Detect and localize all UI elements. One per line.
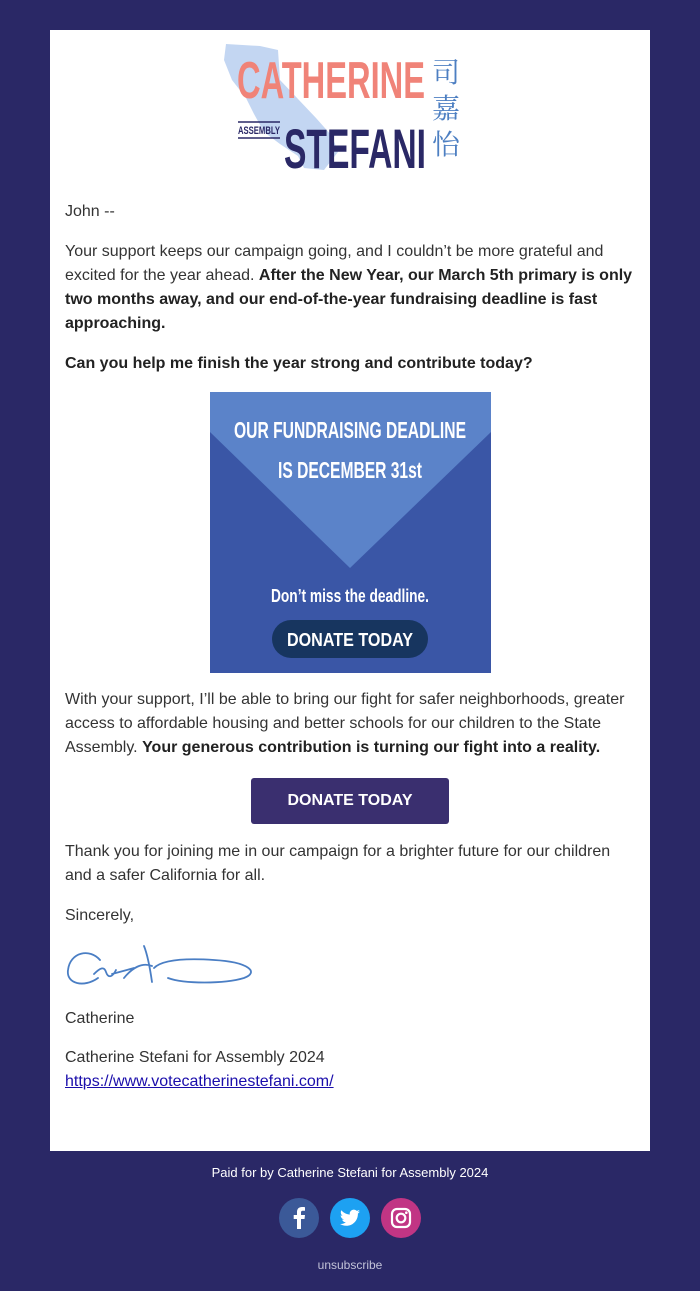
instagram-icon[interactable]: [381, 1198, 421, 1238]
unsubscribe-link[interactable]: unsubscribe: [317, 1258, 383, 1272]
website-link[interactable]: https://www.votecatherinestefani.com/: [65, 1073, 334, 1090]
campaign-logo: [220, 40, 470, 172]
banner-line-3: Don’t miss the deadline.: [271, 586, 429, 606]
logo-assembly: ASSEMBLY: [238, 125, 281, 137]
paragraph-support: [65, 240, 637, 336]
banner-line-1: OUR FUNDRAISING DEADLINE: [234, 417, 466, 443]
paid-for-disclaimer: Paid for by Catherine Stefani for Assembly 2024: [211, 1165, 489, 1180]
paragraph-ask-bold: Can you help me finish the year strong and contribute today?: [65, 355, 533, 372]
email-card: [50, 30, 650, 1151]
paragraph-fight-bold: Your generous contribution is turning our fight into a reality.: [142, 739, 601, 756]
paragraph-thanks: Thank you for joining me in our campaign for a brighter future for our children and a safer California for all.: [65, 843, 611, 884]
website-link-line: [65, 1070, 637, 1094]
paragraph-support-text: Your support keeps our campaign going, and I couldn’t be more grateful and excited for the year ahead.: [65, 243, 604, 284]
banner-line-2: IS DECEMBER 31st: [278, 457, 423, 483]
closing: Sincerely,: [65, 907, 135, 924]
greeting: John --: [65, 203, 115, 220]
org-name: Catherine Stefani for Assembly 2024: [65, 1049, 325, 1066]
logo-chinese-3: 怡: [432, 128, 461, 161]
logo-chinese-1: 司: [432, 56, 461, 89]
donate-today-button[interactable]: DONATE TODAY: [251, 778, 449, 824]
logo-catherine: CATHERINE: [237, 52, 425, 110]
paragraph-ask: [65, 352, 637, 376]
paragraph-fight-text: With your support, I’ll be able to bring our fight for safer neighborhoods, greater access to affordable housing and better schools for our children to the State Assembly.: [65, 691, 625, 756]
signoff-name: Catherine: [65, 1010, 135, 1027]
paragraph-fight: [65, 688, 637, 760]
facebook-icon[interactable]: [279, 1198, 319, 1238]
paragraph-support-bold: After the New Year, our March 5th primary is only two months away, and our end-of-the-year fundraising deadline is fast approaching.: [65, 267, 633, 332]
logo-stefani: STEFANI: [284, 117, 426, 172]
signature-image: [64, 938, 264, 994]
fundraising-deadline-banner[interactable]: [210, 392, 491, 673]
banner-donate-label: DONATE TODAY: [287, 630, 413, 650]
twitter-icon[interactable]: [330, 1198, 370, 1238]
logo-chinese-2: 嘉: [432, 92, 461, 125]
